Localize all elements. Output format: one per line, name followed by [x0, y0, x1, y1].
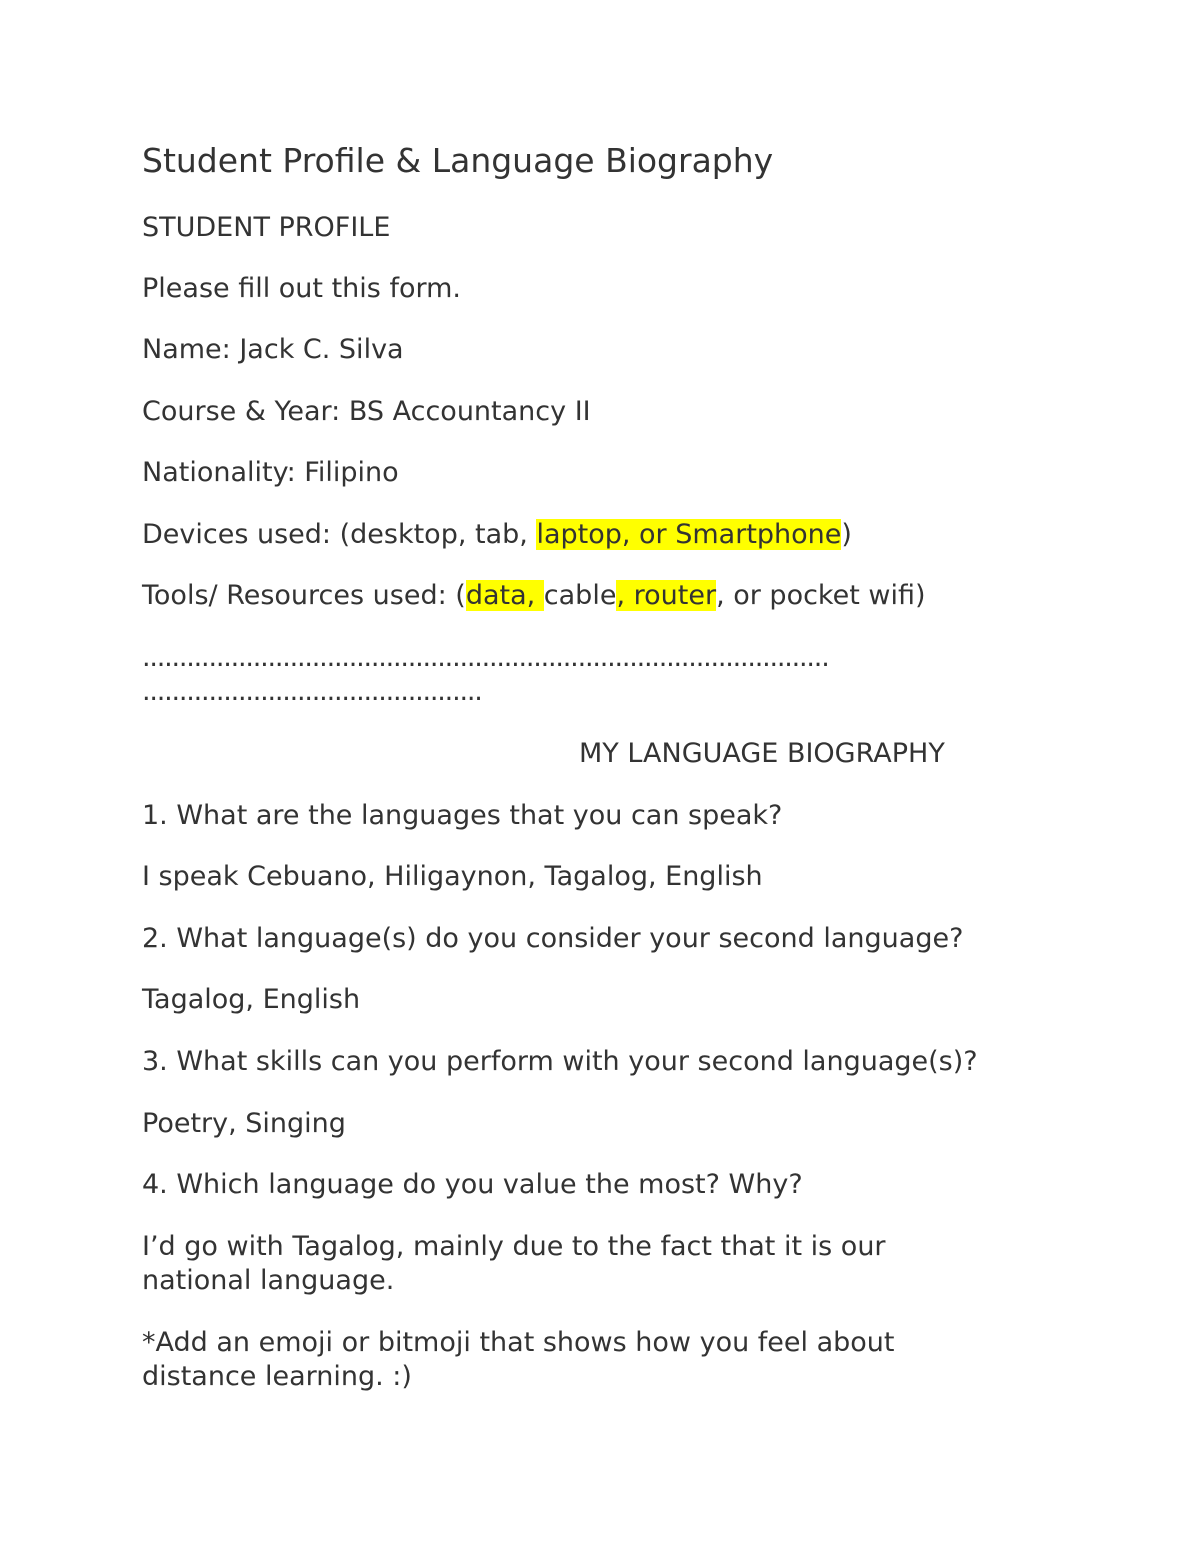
answer-3: Poetry, Singing	[142, 1108, 346, 1139]
devices-prefix: Devices used: (desktop, tab,	[142, 519, 537, 550]
question-3: 3. What skills can you perform with your second language(s)?	[142, 1046, 978, 1077]
tools-part-2: cable	[543, 580, 617, 611]
devices-suffix: )	[841, 519, 852, 550]
form-instruction: Please fill out this form.	[142, 273, 461, 304]
answer-4-line-2: national language.	[142, 1265, 395, 1296]
question-1: 1. What are the languages that you can speak?	[142, 800, 783, 831]
section-heading-language-biography: MY LANGUAGE BIOGRAPHY	[579, 738, 945, 769]
answer-4-line-1: I’d go with Tagalog, mainly due to the fact that it is our	[142, 1231, 886, 1262]
tools-part-3: , or pocket wifi)	[716, 580, 926, 611]
tools-highlight-data: data,	[465, 580, 544, 611]
section-heading-student-profile: STUDENT PROFILE	[142, 212, 391, 243]
devices-highlight: laptop, or Smartphone	[536, 519, 842, 550]
name-field: Name: Jack C. Silva	[142, 334, 404, 365]
answer-1: I speak Cebuano, Hiligaynon, Tagalog, English	[142, 861, 763, 892]
question-2: 2. What language(s) do you consider your second language?	[142, 923, 964, 954]
dotted-separator-line-1: .............................................................................................	[142, 642, 829, 673]
emoji-prompt-line-1: *Add an emoji or bitmoji that shows how you feel about	[142, 1327, 895, 1358]
tools-part-1: Tools/ Resources used: (	[142, 580, 466, 611]
document-title: Student Profile & Language Biography	[142, 141, 774, 180]
tools-highlight-router: , router	[616, 580, 717, 611]
course-year-field: Course & Year: BS Accountancy II	[142, 396, 591, 427]
answer-2: Tagalog, English	[142, 984, 361, 1015]
devices-used-field	[142, 518, 852, 552]
dotted-separator-line-2: ..............................................	[142, 676, 482, 707]
question-4: 4. Which language do you value the most? Why?	[142, 1169, 803, 1200]
tools-used-field	[142, 579, 926, 613]
emoji-prompt-line-2: distance learning. :)	[142, 1361, 412, 1392]
nationality-field: Nationality: Filipino	[142, 457, 399, 488]
